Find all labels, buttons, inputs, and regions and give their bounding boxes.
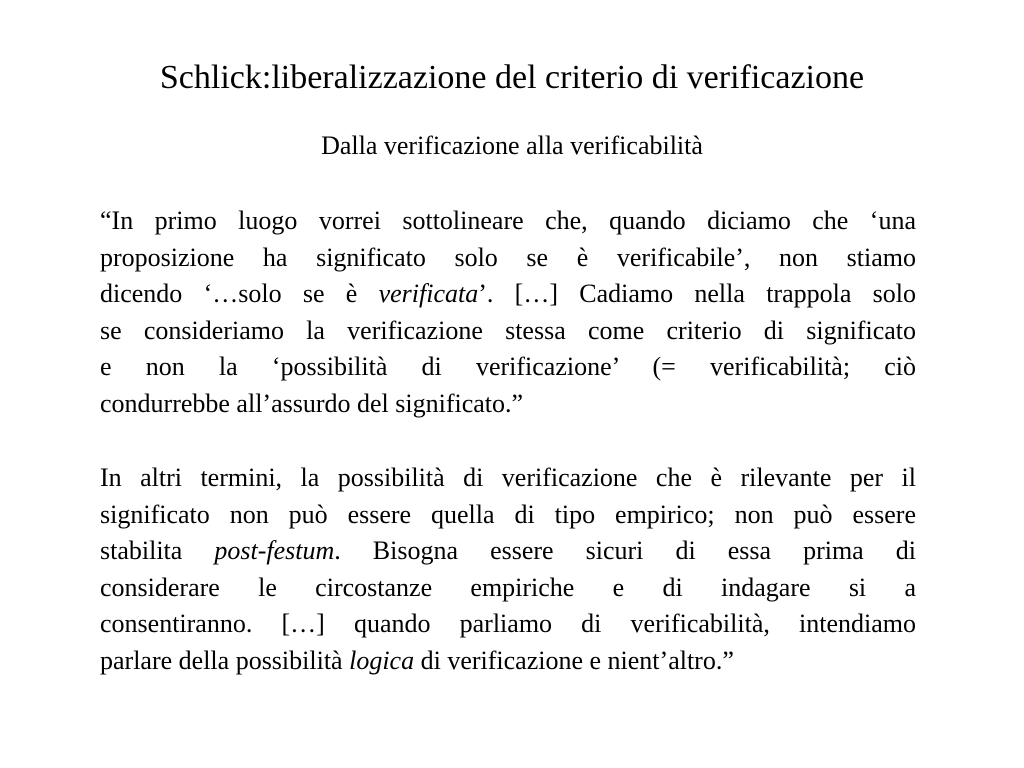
quote-paragraph	[100, 203, 916, 423]
slide-subtitle: Dalla verificazione alla verificabilità	[321, 131, 703, 160]
paragraph2-line-3-end: . Bisogna essere sicuri di essa prima di	[334, 536, 916, 566]
paragraph2-line-3	[100, 533, 916, 570]
paragraph2-line-6-emphasis: logica	[349, 645, 415, 675]
paragraph2-line-2: significato non può essere quella di tipo empirico; non può essere	[100, 499, 916, 529]
paragraph2-line-1: In altri termini, la possibilità di verificazione che è rilevante per il	[100, 463, 916, 492]
paragraph2-line-6	[100, 643, 916, 680]
quote-line-3	[100, 276, 916, 313]
quote-line-2: proposizione ha significato solo se è verificabile’, non stiamo	[100, 242, 916, 272]
quote-line-3-emphasis: verificata	[378, 279, 479, 309]
paragraph2-line-6-end: di verificazione e nient’altro.”	[414, 645, 734, 675]
quote-line-4: se consideriamo la verificazione stessa come criterio di significato	[100, 315, 916, 345]
quote-line-1: “In primo luogo vorrei sottolineare che, quando diciamo che ‘una	[100, 206, 916, 235]
paragraph2-line-3-emphasis: post-festum	[214, 536, 335, 566]
second-paragraph	[100, 460, 916, 680]
quote-line-6: condurrebbe all’assurdo del significato.”	[100, 388, 524, 418]
paragraph2-line-5: consentiranno. […] quando parliamo di verificabilità, intendiamo	[100, 609, 916, 639]
slide-title: Schlick:liberalizzazione del criterio di verificazione	[159, 59, 865, 96]
paragraph2-line-3-start: stabilita	[100, 536, 215, 566]
quote-line-5: e non la ‘possibilità di verificazione’ (= verificabilità; ciò	[100, 352, 916, 382]
paragraph2-line-4: considerare le circostanze empiriche e di indagare si a	[100, 572, 916, 602]
quote-line-3-start: dicendo ‘…solo se è	[100, 279, 379, 309]
paragraph2-line-6-start: parlare della possibilità	[100, 645, 350, 675]
quote-line-3-end: ’. […] Cadiamo nella trappola solo	[478, 279, 916, 309]
